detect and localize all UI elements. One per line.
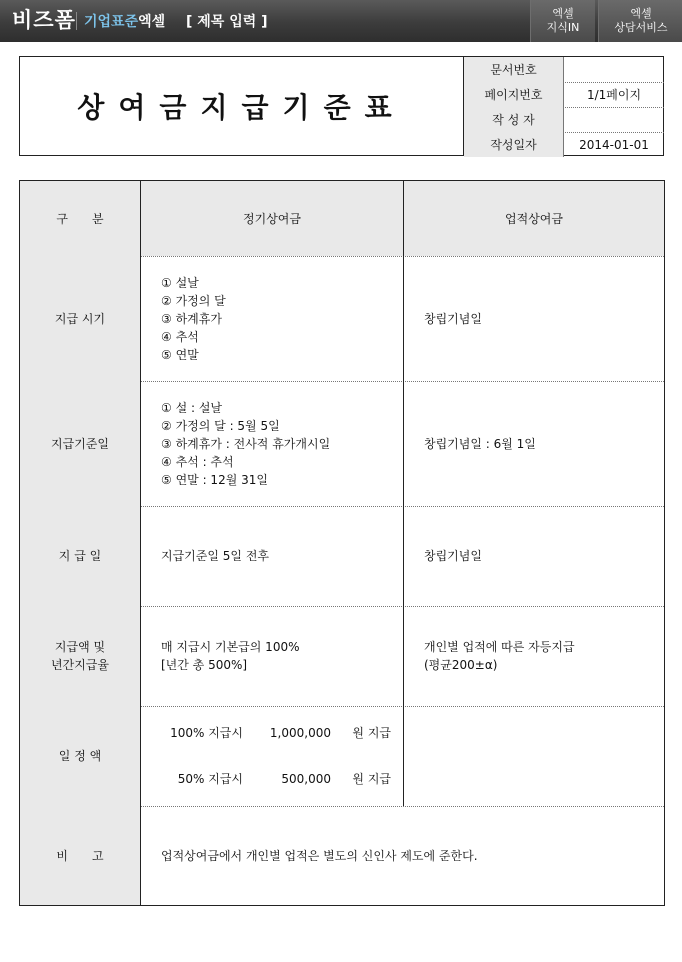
regular-bonus-list xyxy=(161,399,330,489)
list-item: ② 가정의 달 xyxy=(161,293,226,308)
amount-unit: 원 지급 xyxy=(352,726,391,740)
regular-bonus-cell[interactable] xyxy=(141,706,404,806)
merit-bonus-cell[interactable]: 창립기념일 xyxy=(424,549,482,563)
amount-line xyxy=(143,724,391,742)
column-header-category: 구 분 xyxy=(20,181,141,256)
regular-bonus-list xyxy=(161,638,300,674)
meta-row-doc-number xyxy=(464,57,664,83)
meta-row-date xyxy=(464,132,664,157)
meta-label: 페이지번호 xyxy=(464,82,564,107)
merit-bonus-cell[interactable]: 창립기념일 : 6월 1일 xyxy=(424,436,536,451)
meta-row-page-number xyxy=(464,82,664,108)
row-label-line: 년간지급율 xyxy=(51,658,109,672)
document-title: 상여금지급기준표 xyxy=(77,91,406,124)
excel-knowledge-in-button[interactable] xyxy=(530,0,595,42)
meta-label: 작 성 자 xyxy=(464,107,564,132)
row-label: 비 고 xyxy=(20,806,141,905)
merit-bonus-cell[interactable] xyxy=(404,706,664,806)
meta-value[interactable] xyxy=(564,57,664,82)
row-label: 지급 시기 xyxy=(20,256,141,381)
amount-value: 1,000,000 xyxy=(269,726,331,740)
list-item: ⑤ 연말 xyxy=(161,347,199,362)
merit-bonus-cell[interactable] xyxy=(404,606,664,706)
button-line1: 엑셀 xyxy=(552,7,574,20)
list-item: ③ 하계휴가 xyxy=(161,311,222,326)
amount-label: 50% 지급시 xyxy=(177,772,243,786)
meta-value[interactable] xyxy=(564,107,664,132)
regular-bonus-cell[interactable] xyxy=(141,381,404,506)
row-label: 일 정 액 xyxy=(20,706,141,806)
meta-value[interactable]: 1/1페이지 xyxy=(586,88,642,102)
logo-divider xyxy=(76,12,77,30)
brand-label-a: 기업표준 xyxy=(84,14,139,30)
merit-bonus-cell[interactable]: 창립기념일 xyxy=(424,311,482,326)
brand-label xyxy=(84,11,165,31)
amount-label: 100% 지급시 xyxy=(170,726,243,740)
list-item: ④ 추석 xyxy=(161,329,199,344)
row-label-lines xyxy=(51,638,109,674)
meta-label: 작성일자 xyxy=(464,132,564,157)
table-row-amount-rate xyxy=(20,606,664,707)
brand-label-b: 엑셀 xyxy=(138,14,166,30)
table-row-payment-timing xyxy=(20,256,664,382)
list-item: [년간 총 500%] xyxy=(161,658,248,672)
amount-unit: 원 지급 xyxy=(352,772,391,786)
button-line2: 상담서비스 xyxy=(614,21,668,34)
button-line1: 엑셀 xyxy=(630,7,652,20)
document-header xyxy=(19,56,664,156)
list-item: ⑤ 연말 : 12월 31일 xyxy=(161,472,268,487)
row-label-line: 지급액 및 xyxy=(54,640,106,654)
bizform-logo[interactable]: 비즈폼 xyxy=(12,8,76,32)
regular-bonus-cell[interactable] xyxy=(141,256,404,381)
list-item: ① 설 : 설날 xyxy=(161,400,223,415)
column-header-regular-bonus: 정기상여금 xyxy=(141,181,404,256)
meta-label: 문서번호 xyxy=(464,57,564,82)
merit-bonus-list xyxy=(424,638,575,674)
regular-bonus-list xyxy=(161,274,226,364)
list-item: 매 지급시 기본급의 100% xyxy=(161,640,300,654)
table-row-remarks xyxy=(20,806,664,905)
row-label xyxy=(20,606,141,706)
remarks-cell[interactable]: 업적상여금에서 개인별 업적은 별도의 신인사 제도에 준한다. xyxy=(161,849,478,863)
row-label: 지 급 일 xyxy=(20,506,141,606)
column-header-merit-bonus: 업적상여금 xyxy=(404,181,664,256)
fixed-amount-list xyxy=(141,724,391,788)
row-label: 지급기준일 xyxy=(20,381,141,506)
list-item: ② 가정의 달 : 5월 5일 xyxy=(161,418,280,433)
list-item: ① 설날 xyxy=(161,275,199,290)
regular-bonus-cell[interactable] xyxy=(141,606,404,706)
list-item: ③ 하계휴가 : 전사적 휴가개시일 xyxy=(161,436,331,451)
list-item: (평균200±α) xyxy=(424,658,498,672)
table-row-payment-day xyxy=(20,506,664,607)
meta-row-author xyxy=(464,107,664,133)
regular-bonus-cell[interactable]: 지급기준일 5일 전후 xyxy=(141,506,404,606)
list-item: 개인별 업적에 따른 자등지급 xyxy=(424,640,575,654)
amount-line xyxy=(143,770,391,788)
amount-value: 500,000 xyxy=(281,772,331,786)
document-meta-table xyxy=(463,57,664,155)
table-row-fixed-amount xyxy=(20,706,664,807)
list-item: ④ 추석 : 추석 xyxy=(161,454,234,469)
meta-value[interactable]: 2014-01-01 xyxy=(579,137,649,152)
excel-consulting-button[interactable] xyxy=(598,0,682,42)
top-bar xyxy=(0,0,682,42)
title-input-label[interactable]: [ 제목 입력 ] xyxy=(186,14,268,30)
button-line2: 지식IN xyxy=(546,21,580,34)
table-header-row xyxy=(20,181,664,257)
table-row-reference-date xyxy=(20,381,664,507)
bonus-criteria-table xyxy=(19,180,665,906)
